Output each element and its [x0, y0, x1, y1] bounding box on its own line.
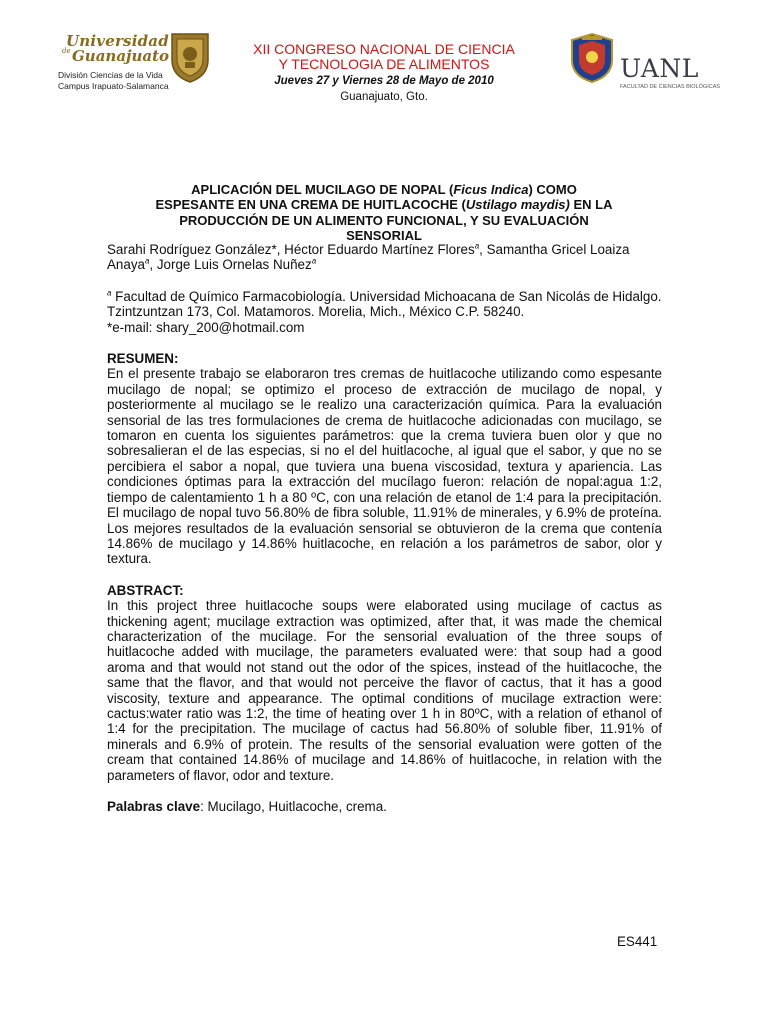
- author-1-2: Sarahi Rodríguez González*, Héctor Eduardo Martínez Flores: [107, 242, 475, 257]
- page-number: ES441: [617, 934, 658, 949]
- resumen-text: En el presente trabajo se elaboraron tres cremas de huitlacoche utilizando como espesante mucilago de nopal; se optimizo el proceso de extracción de mucilago de nopal, y posteriormente al mucilago se le realizo una caracterización química. Para la evaluación sensorial de las tres formulaciones de crema de huitlacoche adicionadas con mucilago, se tomaron en cuenta los siguientes parámetros: que la crema tuviera buen olor y que no sobresalieran el de las especias, si no el del huitlacoche, al igual que el sabor, y que no se percibiera el sabor a nopal, que tuviera una buena viscosidad, textura y apariencia. Las condiciones óptimas para la extracción del mucílago fueron: relación de nopal:agua 1:2, tiempo de calentamiento 1 h a 80 ºC, con una relación de etanol de 1:4 para la precipitación. El mucilago de nopal tuvo 56.80% de fibra soluble, 11.91% de minerales, y 6.9% de proteína. Los mejores resultados de la evaluación sensorial se obtuvieron de la crema que contenía 14.86% de mucilago y 14.86% huitlacoche, en relación a los parámetros de sabor, olor y textura.: [107, 366, 662, 567]
- paper-body: [107, 242, 662, 814]
- author-3: , Samantha Gricel Loaiza Anaya: [107, 242, 630, 273]
- congress-dates: Jueves 27 y Viernes 28 de Mayo de 2010: [274, 75, 494, 87]
- logo-word-guanajuato: Guanajuato: [72, 47, 170, 65]
- abstract-text: In this project three huitlacoche soups were elaborated using mucilage of cactus as thickening agent; mucilage extraction was optimized, after that, it was made the chemical characterization of the mucilage. For the sensorial evaluation of the three soups of huitlacoche added with mucilage, the parameters evaluated were: that soup had a good aroma and that would not stand out the odor of the spices, instead of the huitlacoche, the same that the flavor, and that would not perceive the flavor of cactus, that it has a good viscosity, texture and appearance. The optimal conditions of mucilage extraction were: cactus:water ratio was 1:2, the time of heating over 1 h in 80ºC, with a relation of ethanol of 1:4 for the precipitation. The mucilage of cactus had 56.80% of soluble fiber, 11.91% of minerals and 6.9% of protein. The results of the sensorial evaluation were gotten of the cream that contained 14.86% of mucilage and 14.86% of huitlacoche, in relation with the parameters of flavor, odor and texture.: [107, 598, 662, 783]
- campus-label: Campus Irapuato-Salamanca: [58, 81, 169, 91]
- author-sup-3: a: [311, 256, 317, 266]
- uanl-seal-icon: [568, 32, 616, 84]
- affiliation: [107, 289, 662, 320]
- logo-word-de: de: [62, 47, 71, 55]
- authors: [107, 242, 662, 273]
- affiliation-text: Facultad de Químico Farmacobiología. Universidad Michoacana de San Nicolás de Hidalgo. Tzintzuntzan 173, Col. Matamoros. Morelia, Mich., México C.P. 58240.: [107, 288, 662, 320]
- title-part3: EN LA PRODUCCIÓN DE UN ALIMENTO FUNCIONAL, Y SU EVALUACIÓN SENSORIAL: [179, 197, 613, 243]
- page-header: [0, 0, 768, 130]
- paper-title: [150, 182, 618, 243]
- author-4: , Jorge Luis Ornelas Nuñez: [149, 257, 312, 273]
- title-species1: Ficus Indica: [453, 182, 529, 197]
- logo-word-universidad: Universidad: [66, 32, 169, 50]
- abstract-heading: ABSTRACT:: [107, 582, 184, 598]
- congress-line2: Y TECNOLOGIA DE ALIMENTOS: [278, 56, 490, 72]
- uanl-wordmark: UANL: [620, 54, 699, 83]
- division-label: División Ciencias de la Vida: [58, 70, 163, 80]
- uanl-faculty-label: FACULTAD DE CIENCIAS BIOLÓGICAS: [620, 84, 721, 90]
- keywords: [107, 799, 662, 814]
- congress-line1: XII CONGRESO NACIONAL DE CIENCIA: [253, 41, 515, 57]
- author-sup-1: a: [474, 241, 480, 251]
- affiliation-sup: a: [107, 288, 112, 298]
- author-sup-2: a: [144, 256, 150, 266]
- keywords-label: Palabras clave: [107, 799, 201, 814]
- keywords-text: : Mucilago, Huitlacoche, crema.: [200, 799, 387, 814]
- uanl-logo: [568, 32, 721, 94]
- title-species2: Ustilago maydis): [465, 197, 570, 213]
- resumen-heading: RESUMEN:: [107, 351, 179, 367]
- title-part2: ) COMO ESPESANTE EN UNA CREMA DE HUITLACOCHE (: [155, 182, 577, 213]
- title-part1: APLICACIÓN DEL MUCILAGO DE NOPAL (: [191, 182, 454, 197]
- contact-email: *e-mail: shary_200@hotmail.com: [107, 319, 305, 335]
- congress-place: Guanajuato, Gto.: [340, 91, 428, 103]
